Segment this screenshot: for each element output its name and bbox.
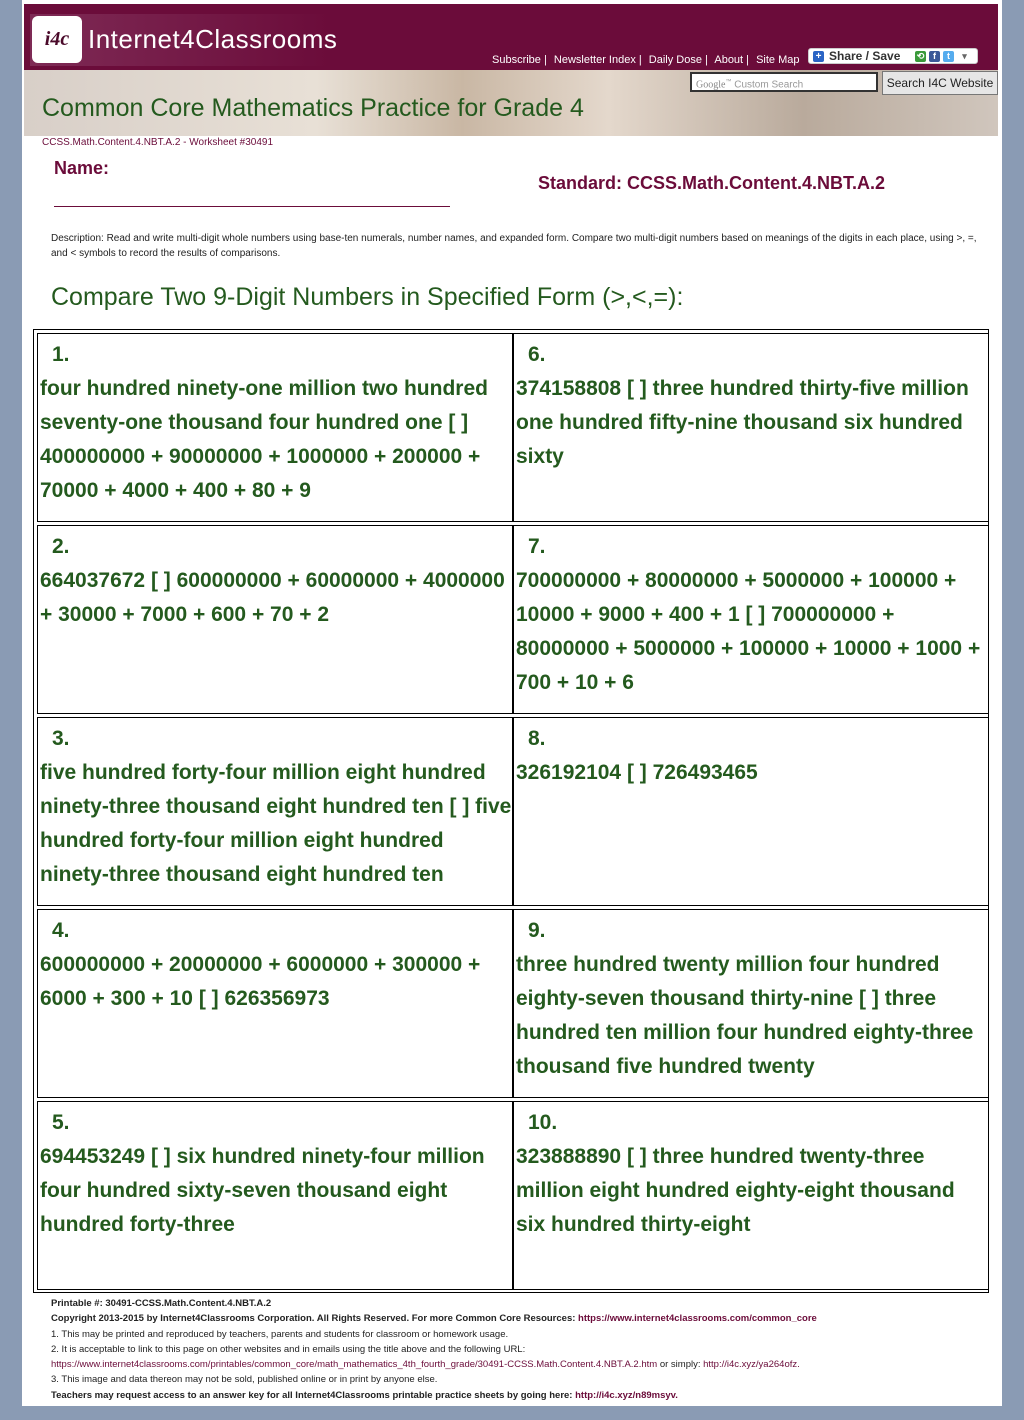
chevron-down-icon: ▾ (959, 51, 970, 62)
problem-cell-8 (513, 717, 989, 906)
worksheet-id: CCSS.Math.Content.4.NBT.A.2 - Worksheet #30491 (42, 137, 274, 148)
twitter-icon: t (943, 51, 954, 62)
answer-key-line (51, 1388, 991, 1403)
problem-cell-3 (37, 717, 513, 906)
share-save-button[interactable] (808, 48, 978, 64)
nav-link-site-map[interactable]: Site Map (756, 54, 800, 66)
site-logo[interactable] (30, 14, 338, 66)
page-title: Common Core Mathematics Practice for Grade 4 (42, 94, 584, 122)
worksheet-url-link[interactable]: https://www.internet4classrooms.com/printables/common_core/math_mathematics_4th_fourth_grade/30491-CCSS.Math.Content.4.NBT.A.2.htm (51, 1359, 658, 1371)
footer (51, 1296, 991, 1403)
problem-cell-6 (513, 333, 989, 522)
url-or-text: or simply: (657, 1359, 704, 1371)
problem-text: five hundred forty-four million eight hundred ninety-three thousand eight hundred ten [ ] five hundred forty-four million eight hundred ninety-three thousand eight hundred ten (40, 761, 512, 886)
problem-cell-9 (513, 909, 989, 1098)
worksheet-page (22, 0, 1002, 1406)
problem-number: 2. (52, 535, 70, 558)
problem-number: 1. (52, 343, 70, 366)
description: Description: Read and write multi-digit whole numbers using base-ten numerals, number names, and expanded form. Compare two multi-digit numbers based on meanings of the digits in each place, using >, =, and < symbols to record the results of comparisons. (51, 233, 977, 259)
problem-cell-1 (37, 333, 513, 522)
logo-text: Internet4Classrooms (88, 24, 338, 54)
nav-link-newsletter[interactable]: Newsletter Index | (553, 54, 642, 66)
problem-text: 326192104 [ ] 726493465 (516, 761, 758, 784)
problem-text: 694453249 [ ] six hundred ninety-four million four hundred sixty-seven thousand eight hundred forty-three (40, 1145, 485, 1236)
nav-link-about[interactable]: About | (714, 54, 750, 66)
name-line (54, 206, 450, 207)
problem-number: 10. (528, 1111, 558, 1134)
problem-cell-4 (37, 909, 513, 1098)
problem-cell-10 (513, 1101, 989, 1290)
note-3: 3. This image and data thereon may not be sold, published online or in print by anyone else. (51, 1374, 438, 1386)
problem-text: 323888890 [ ] three hundred twenty-three million eight hundred eighty-eight thousand six hundred thirty-eight (516, 1145, 955, 1236)
top-nav (492, 54, 804, 66)
short-url-link[interactable]: http://i4c.xyz/ya264ofz. (703, 1359, 800, 1371)
problem-grid (33, 329, 989, 1293)
problem-cell-5 (37, 1101, 513, 1290)
problem-number: 4. (52, 919, 70, 942)
share-label: Share / Save (829, 49, 901, 63)
copyright-text: Copyright 2013-2015 by Internet4Classrooms Corporation. All Rights Reserved. For more Common Core Resources: (51, 1313, 579, 1325)
problem-text: three hundred twenty million four hundred eighty-seven thousand thirty-nine [ ] three hundred ten million four hundred eighty-three thousand five hundred twenty (516, 953, 974, 1078)
note-2: 2. It is acceptable to link to this page on other websites and in emails using the title above and the following URL: (51, 1343, 526, 1355)
problem-text: 700000000 + 80000000 + 5000000 + 100000 + 10000 + 9000 + 400 + 1 [ ] 700000000 + 80000000 + 5000000 + 100000 + 10000 + 1000 + 700 + 10 + 6 (516, 569, 981, 694)
site-header (24, 4, 998, 70)
nav-link-subscribe[interactable]: Subscribe | (492, 54, 547, 66)
problem-number: 7. (528, 535, 546, 558)
problem-number: 9. (528, 919, 546, 942)
problem-text: 374158808 [ ] three hundred thirty-five million one hundred fifty-nine thousand six hundred sixty (516, 377, 969, 468)
plus-icon: + (813, 51, 824, 62)
problem-cell-2 (37, 525, 513, 714)
facebook-icon: f (929, 51, 940, 62)
problem-number: 8. (528, 727, 546, 750)
share-icon: ⟲ (916, 51, 925, 61)
search-brand: Google (696, 79, 726, 91)
nav-link-daily-dose[interactable]: Daily Dose | (648, 54, 708, 66)
standard-label: Standard: CCSS.Math.Content.4.NBT.A.2 (538, 173, 886, 193)
name-label: Name: (54, 158, 110, 178)
url-line (51, 1357, 991, 1372)
problem-cell-7 (513, 525, 989, 714)
search-placeholder: Custom Search (734, 79, 804, 91)
i4c-logo-icon: i4c (32, 16, 82, 63)
search-input[interactable]: Google™ Custom Search (690, 72, 878, 92)
title-banner (24, 70, 998, 136)
problem-text: 600000000 + 20000000 + 6000000 + 300000 + 6000 + 300 + 10 [ ] 626356973 (40, 953, 481, 1010)
common-core-link[interactable]: https://www.internet4classrooms.com/common_core (578, 1313, 817, 1325)
problem-text: 664037672 [ ] 600000000 + 60000000 + 4000000 + 30000 + 7000 + 600 + 70 + 2 (40, 569, 505, 626)
problem-number: 6. (528, 343, 546, 366)
teachers-text: Teachers may request access to an answer key for all Internet4Classrooms printable practice sheets by going here: (51, 1389, 576, 1401)
problem-number: 3. (52, 727, 70, 750)
problem-number: 5. (52, 1111, 70, 1134)
copyright-line (51, 1311, 991, 1326)
printable-number: Printable #: 30491-CCSS.Math.Content.4.NBT.A.2 (51, 1298, 272, 1309)
search-button[interactable]: Search I4C Website (882, 71, 998, 95)
answer-key-link[interactable]: http://i4c.xyz/n89msyv. (575, 1389, 678, 1401)
problem-text: four hundred ninety-one million two hundred seventy-one thousand four hundred one [ ] 400000000 + 90000000 + 1000000 + 200000 + 70000 + 4000 + 400 + 80 + 9 (40, 377, 488, 502)
note-1: 1. This may be printed and reproduced by teachers, parents and students for classroom or homework usage. (51, 1328, 509, 1340)
section-title: Compare Two 9-Digit Numbers in Specified Form (>,<,=): (51, 283, 684, 311)
